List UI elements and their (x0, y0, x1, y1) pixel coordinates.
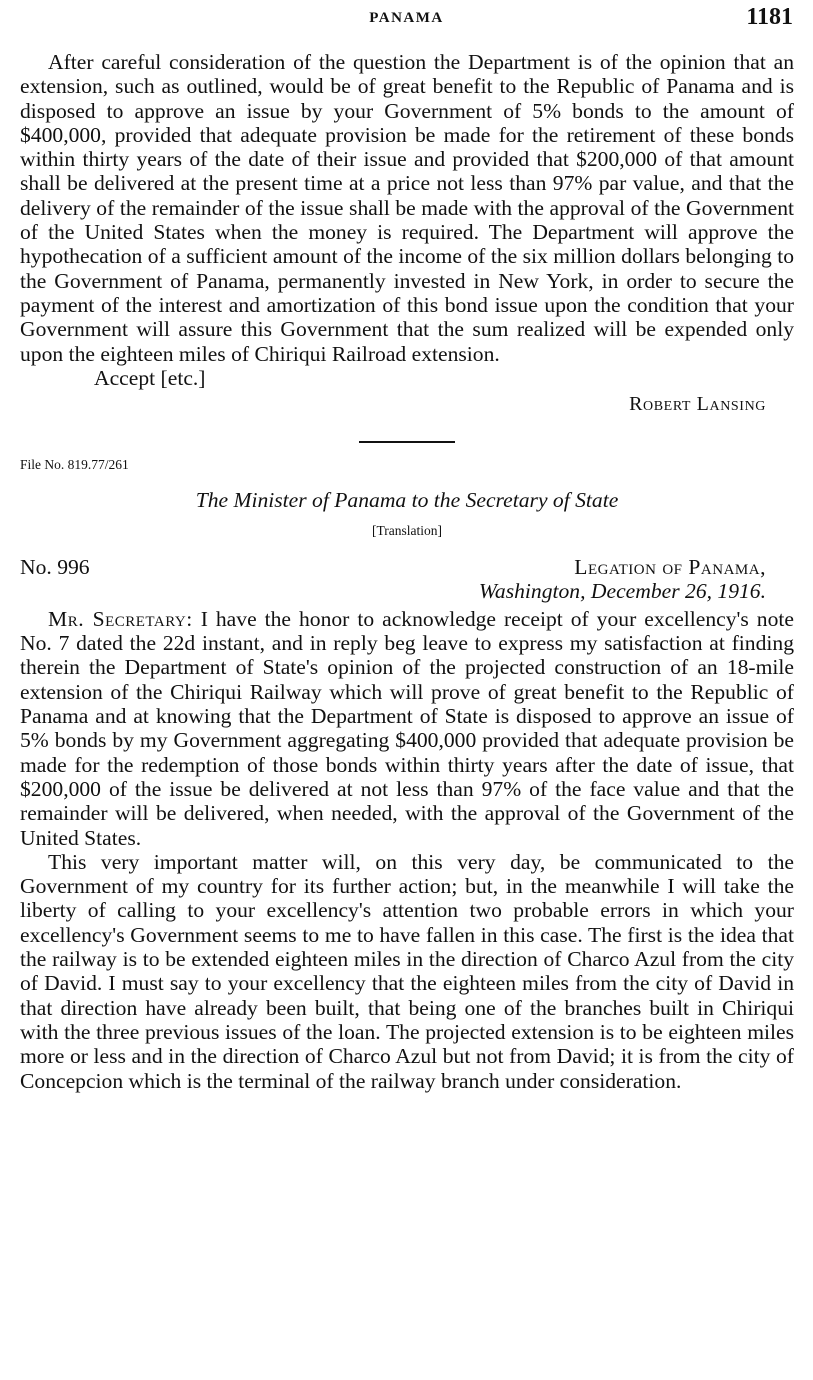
sender-legation: Legation of Panama, (574, 554, 766, 579)
running-title: PANAMA (369, 10, 444, 26)
dateline: Washington, December 26, 1916. (478, 578, 766, 603)
letter1-signature: Robert Lansing (629, 392, 766, 415)
letter2-paragraph-1-text: I have the honor to acknowledge receipt of your excellency's note No. 7 dated the 22d instant, and in reply beg leave to express my satisfaction at finding therein the Department of State's opinion of the projected construction of an 18-mile extension of the Chiriqui Railway which will prove of great benefit to the Republic of Panama and at knowing that the Department of State is disposed to approve an issue of 5% bonds by my Government aggregating $400,000 provided that adequate provision be made for the redemption of those bonds within thirty years after the date of issue, that $200,000 of the issue be delivered at not less than 97% of the face value and that the remainder will be delivered, when needed, with the approval of the Government of the United States. (20, 606, 794, 850)
letter2-header (20, 555, 794, 607)
translation-note: [Translation] (372, 522, 442, 538)
running-head (0, 4, 813, 32)
file-number: File No. 819.77/261 (20, 456, 129, 472)
page-body (20, 50, 794, 1093)
document-title: The Minister of Panama to the Secretary of State (195, 487, 619, 512)
document-number: No. 996 (20, 554, 90, 579)
letter2-paragraph-1 (20, 607, 794, 850)
letter1-closing: Accept [etc.] (94, 365, 206, 390)
section-divider (359, 441, 455, 443)
letter1-paragraph: After careful consideration of the question the Department is of the opinion that an extension, such as outlined, would be of great benefit to the Republic of Panama and is disposed to approve an issue by your Government of 5% bonds to the amount of $400,000, provided that adequate provision be made for the retirement of these bonds within thirty years of the date of their issue and provided that $200,000 of that amount shall be delivered at the present time at a price not less than 97% par value, and that the delivery of the remainder of the issue shall be made with the approval of the Government of the United States when the money is required. The Department will approve the hypothecation of a sufficient amount of the income of the six million dollars belonging to the Government of Panama, permanently invested in New York, in order to secure the payment of the interest and amortization of this bond issue upon the condition that your Government will assure this Government that the sum realized will be expended only upon the eighteen miles of Chiriqui Railroad extension. (20, 50, 794, 366)
page-number: 1181 (746, 4, 793, 30)
salutation: Mr. Secretary: (48, 606, 193, 631)
letter2-paragraph-2: This very important matter will, on this very day, be communicated to the Government of my country for its further action; but, in the meanwhile I will take the liberty of calling to your excellency's attention two probable errors in which your excellency's Government seems to me to have fallen in this case. The first is the idea that the railway is to be extended eighteen miles in the direction of Charco Azul from the city of David. I must say to your excellency that the eighteen miles from the city of David in that direction have already been built, that being one of the branches built in Chiriqui with the three previous issues of the loan. The projected extension is to be eighteen miles more or less and in the direction of Charco Azul but not from David; it is from the city of Concepcion which is the terminal of the railway branch under consideration. (20, 849, 794, 1093)
